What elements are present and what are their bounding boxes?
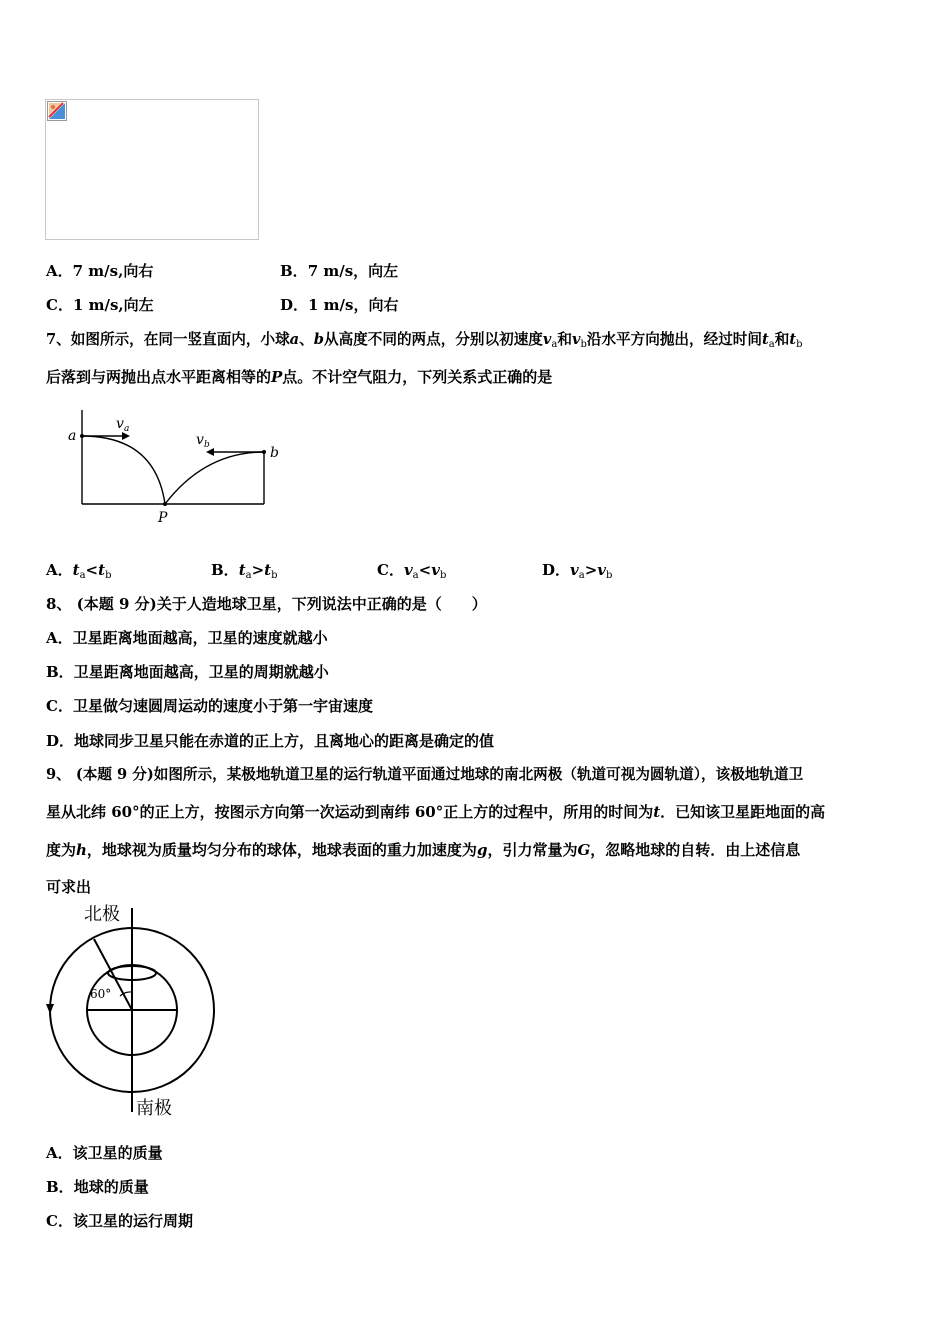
q9-option-b: B．地球的质量	[46, 1178, 149, 1196]
label-a: a	[68, 428, 77, 444]
q7-line-1: 7、如图所示，在同一竖直面内，小球a、b从高度不同的两点，分别以初速度$v_a$和$v_b$沿水平方向抛出，经过时间$t_a$和$t_b$	[46, 331, 803, 350]
q9-line-4: 可求出	[46, 878, 92, 896]
q9-line-3: 度为h，地球视为质量均匀分布的球体，地球表面的重力加速度为g，引力常量为G，忽略地球的自转．由上述信息	[46, 841, 801, 859]
angle-label: 60°	[90, 987, 112, 1001]
q6-option-d: D．1 m/s，向右	[280, 296, 399, 314]
q7-option-c: C．$v_a<v_b$	[377, 561, 447, 581]
north-pole-label: 北极	[84, 904, 120, 925]
trajectory-b	[165, 452, 264, 504]
q8-header: 8、 (本题 9 分)关于人造地球卫星，下列说法中正确的是（ ）	[46, 595, 487, 613]
label-vb-sub: b	[204, 440, 210, 450]
q9-option-c: C．该卫星的运行周期	[46, 1212, 193, 1230]
q9-satellite-figure	[44, 902, 219, 1120]
q7-projectile-figure	[60, 400, 290, 530]
q9-option-a: A．该卫星的质量	[46, 1144, 163, 1162]
q8-option-c: C．卫星做匀速圆周运动的速度小于第一宇宙速度	[46, 697, 373, 715]
q7-option-b: B．$t_a>t_b$	[211, 561, 278, 581]
broken-image-placeholder	[45, 99, 259, 240]
q8-option-b: B．卫星距离地面越高，卫星的周期就越小	[46, 663, 329, 681]
q6-option-a: A．7 m/s,向右	[46, 262, 154, 280]
q9-line-2: 星从北纬 60°的正上方，按图示方向第一次运动到南纬 60°正上方的过程中，所用的时间为t．已知该卫星距地面的高	[46, 803, 826, 821]
trajectory-a	[82, 436, 165, 504]
q8-option-a: A．卫星距离地面越高，卫星的速度就越小	[46, 629, 328, 647]
q6-option-c: C．1 m/s,向左	[46, 296, 154, 314]
orbit-direction-arrow	[46, 1004, 54, 1014]
label-va: v	[116, 416, 124, 432]
q9-line-1: 9、 (本题 9 分)如图所示，某极地轨道卫星的运行轨道平面通过地球的南北两极（轨道可视为圆轨道），该极地轨道卫	[46, 766, 804, 783]
q7-option-d: D．$v_a>v_b$	[542, 561, 613, 581]
q7-line-2: 后落到与两抛出点水平距离相等的P点。不计空气阻力，下列关系式正确的是	[46, 368, 553, 386]
q6-option-b: B．7 m/s，向左	[280, 262, 399, 280]
south-pole-label: 南极	[136, 1098, 172, 1119]
broken-image-icon	[47, 101, 67, 121]
label-b: b	[270, 445, 279, 461]
label-vb: v	[196, 432, 204, 448]
label-P: P	[158, 510, 168, 526]
q8-option-d: D．地球同步卫星只能在赤道的正上方，且离地心的距离是确定的值	[46, 732, 495, 750]
label-va-sub: a	[124, 424, 130, 434]
q7-option-a: A．$t_a<t_b$	[46, 561, 112, 581]
